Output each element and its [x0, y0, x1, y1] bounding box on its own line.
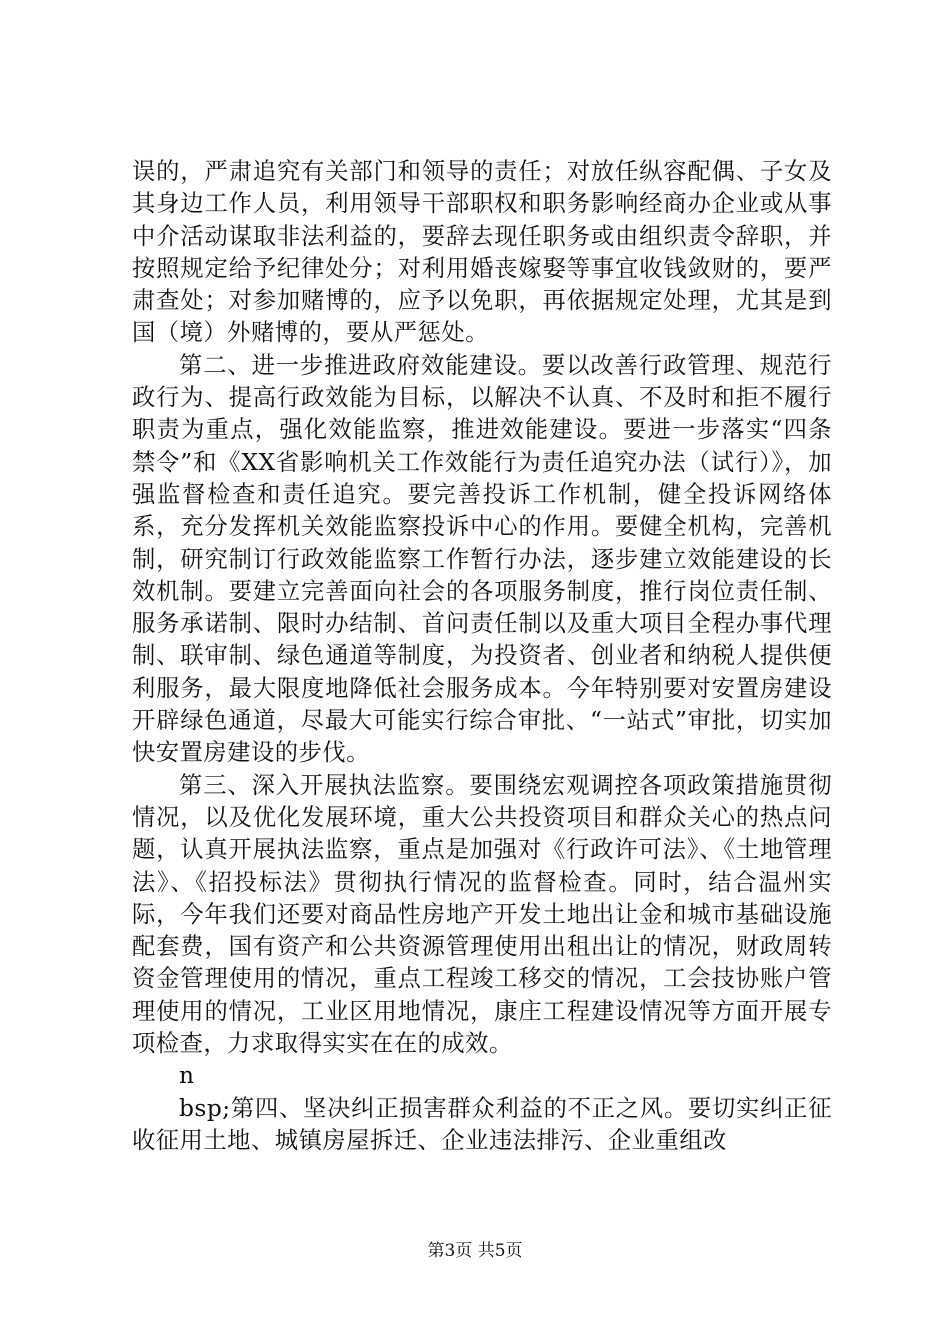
paragraph-law-enforcement: 第三、深入开展执法监察。要围绕宏观调控各项政策措施贯彻情况，以及优化发展环境，重大公共投资项目和群众关心的热点问题，认真开展执法监察，重点是加强对《行政许可法》、《土地管理法》、《招投标法》贯彻执行情况的监督检查。同时，结合温州实际，今年我们还要对商品性房地产开发土地出让金和城市基础设施配套费，国有资产和公共资源管理使用出租出让的情况，财政周转资金管理使用的情况，重点工程竣工移交的情况，工会技协账户管理使用的情况，工业区用地情况，康庄工程建设情况等方面开展专项检查，力求取得实实在在的成效。 [132, 771, 832, 1058]
paragraph-correct-malpractice: bsp;第四、坚决纠正损害群众利益的不正之风。要切实纠正征收征用土地、城镇房屋拆迁、企业违法排污、企业重组改 [132, 1094, 832, 1154]
paragraph-efficiency-building: 第二、进一步推进政府效能建设。要以改善行政管理、规范行政行为、提高行政效能为目标，以解决不认真、不及时和拒不履行职责为重点，强化效能监察，推进效能建设。要进一步落实“四条禁令”和《XX省影响机关工作效能行为责任追究办法（试行）》，加强监督检查和责任追究。要完善投诉工作机制，健全投诉网络体系，充分发挥机关效能监察投诉中心的作用。要健全机构，完善机制，研究制订行政效能监察工作暂行办法，逐步建立效能建设的长效机制。要建立完善面向社会的各项服务制度，推行岗位责任制、服务承诺制、限时办结制、首问责任制以及重大项目全程办事代理制、联审制、绿色通道等制度，为投资者、创业者和纳税人提供便利服务，最大限度地降低社会服务成本。今年特别要对安置房建设开辟绿色通道，尽最大可能实行综合审批、“一站式”审批，切实加快安置房建设的步伐。 [132, 351, 832, 767]
paragraph-stray-fragment: n [179, 1062, 195, 1090]
page-footer: 第3页 共5页 [427, 1241, 523, 1261]
paragraph-continuation: 误的，严肃追究有关部门和领导的责任；对放任纵容配偶、子女及其身边工作人员，利用领导干部职权和职务影响经商办企业或从事中介活动谋取非法利益的，要辞去现任职务或由组织责令辞职，并按照规定给予纪律处分；对利用婚丧嫁娶等事宜收钱敛财的，要严肃查处；对参加赌博的，应予以免职，再依据规定处理，尤其是到国（境）外赌博的，要从严惩处。 [132, 158, 832, 347]
document-body [132, 156, 832, 1157]
